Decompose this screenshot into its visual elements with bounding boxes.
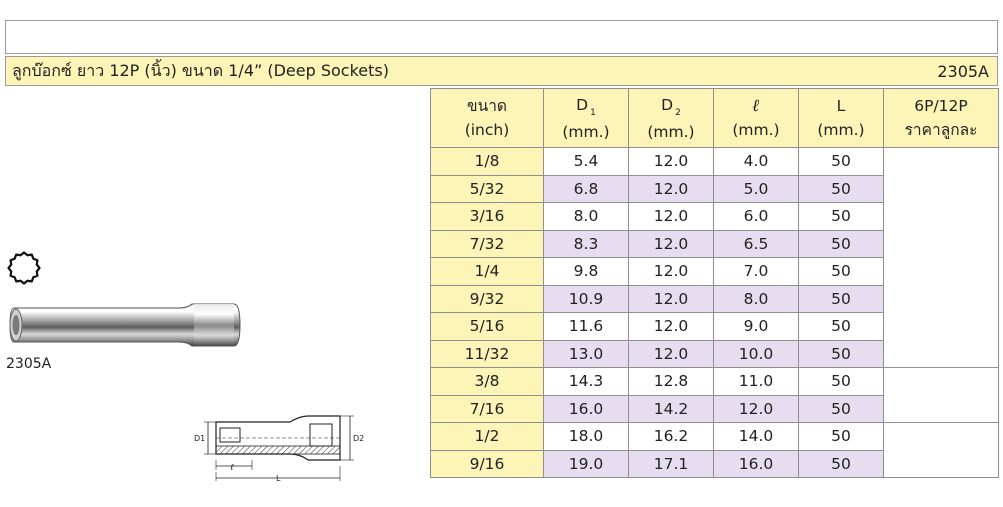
cell-size: 9/16 [431, 450, 544, 478]
cell-l: 12.0 [714, 395, 799, 423]
cell-d2: 17.1 [629, 450, 714, 478]
cell-d2: 12.0 [629, 258, 714, 286]
diagram-length-label: L [276, 474, 281, 482]
diagram-d2-label: D2 [353, 434, 365, 443]
diagram-ell-label: ℓ [230, 463, 234, 473]
cell-l: 6.5 [714, 230, 799, 258]
cell-l-length: 50 [799, 340, 884, 368]
header-d1: D $_1$ (mm.) [544, 89, 629, 148]
title-bar [5, 56, 998, 86]
product-image-label: 2305A [6, 356, 52, 372]
cell-d2: 16.2 [629, 423, 714, 451]
cell-d1: 16.0 [544, 395, 629, 423]
cell-l-length: 50 [799, 368, 884, 396]
cell-l-length: 50 [799, 203, 884, 231]
cell-l-length: 50 [799, 395, 884, 423]
header-length: L (mm.) [799, 89, 884, 148]
header-size: ขนาด (inch) [431, 89, 544, 148]
socket-end-view-icon [6, 250, 42, 286]
cell-d2: 12.0 [629, 285, 714, 313]
cell-size: 1/2 [431, 423, 544, 451]
table-row [431, 368, 999, 396]
product-code: 2305A [937, 61, 989, 81]
cell-l-length: 50 [799, 285, 884, 313]
cell-l: 11.0 [714, 368, 799, 396]
cell-d2: 12.0 [629, 340, 714, 368]
cell-d1: 11.6 [544, 313, 629, 341]
cell-d1: 14.3 [544, 368, 629, 396]
cell-size: 3/16 [431, 203, 544, 231]
cell-d1: 18.0 [544, 423, 629, 451]
header-price: 6P/12P ราคาลูกละ [884, 89, 999, 148]
table-header-row [431, 89, 999, 148]
cell-size: 5/32 [431, 175, 544, 203]
cell-d2: 12.0 [629, 175, 714, 203]
cell-d1: 8.0 [544, 203, 629, 231]
cell-size: 3/8 [431, 368, 544, 396]
cell-l: 6.0 [714, 203, 799, 231]
cell-d2: 14.2 [629, 395, 714, 423]
cell-size: 7/16 [431, 395, 544, 423]
cell-size: 11/32 [431, 340, 544, 368]
cell-d2: 12.8 [629, 368, 714, 396]
cell-l-length: 50 [799, 450, 884, 478]
cell-d1: 10.9 [544, 285, 629, 313]
cell-l-length: 50 [799, 175, 884, 203]
cell-l: 14.0 [714, 423, 799, 451]
top-empty-box [5, 20, 998, 54]
cell-size: 7/32 [431, 230, 544, 258]
cell-l: 9.0 [714, 313, 799, 341]
cell-d2: 12.0 [629, 313, 714, 341]
cell-size: 1/8 [431, 148, 544, 176]
header-d2: D $_2$ (mm.) [629, 89, 714, 148]
product-title: ลูกบ๊อกซ์ ยาว 12P (นิ้ว) ขนาด 1/4” (Deep Sockets) [12, 60, 389, 80]
specification-table [430, 88, 999, 478]
cell-l: 8.0 [714, 285, 799, 313]
cell-d2: 12.0 [629, 148, 714, 176]
cell-l-length: 50 [799, 258, 884, 286]
cell-l: 10.0 [714, 340, 799, 368]
cell-d1: 19.0 [544, 450, 629, 478]
cell-d1: 9.8 [544, 258, 629, 286]
cell-l-length: 50 [799, 230, 884, 258]
diagram-d1-label: D1 [194, 434, 206, 443]
cell-price [884, 148, 999, 368]
cell-l: 4.0 [714, 148, 799, 176]
cell-size: 9/32 [431, 285, 544, 313]
cell-l: 5.0 [714, 175, 799, 203]
cell-price [884, 423, 999, 478]
header-ell: ℓ (mm.) [714, 89, 799, 148]
table-row [431, 148, 999, 176]
cell-l-length: 50 [799, 313, 884, 341]
cell-d1: 8.3 [544, 230, 629, 258]
cell-d1: 6.8 [544, 175, 629, 203]
cell-l: 7.0 [714, 258, 799, 286]
deep-socket-image [8, 296, 242, 354]
table-row [431, 423, 999, 451]
cell-size: 1/4 [431, 258, 544, 286]
cell-l-length: 50 [799, 423, 884, 451]
cell-d1: 13.0 [544, 340, 629, 368]
cell-d2: 12.0 [629, 230, 714, 258]
cell-price [884, 368, 999, 423]
cell-d1: 5.4 [544, 148, 629, 176]
cell-d2: 12.0 [629, 203, 714, 231]
socket-dimension-diagram [190, 410, 370, 482]
cell-l-length: 50 [799, 148, 884, 176]
cell-l: 16.0 [714, 450, 799, 478]
cell-size: 5/16 [431, 313, 544, 341]
